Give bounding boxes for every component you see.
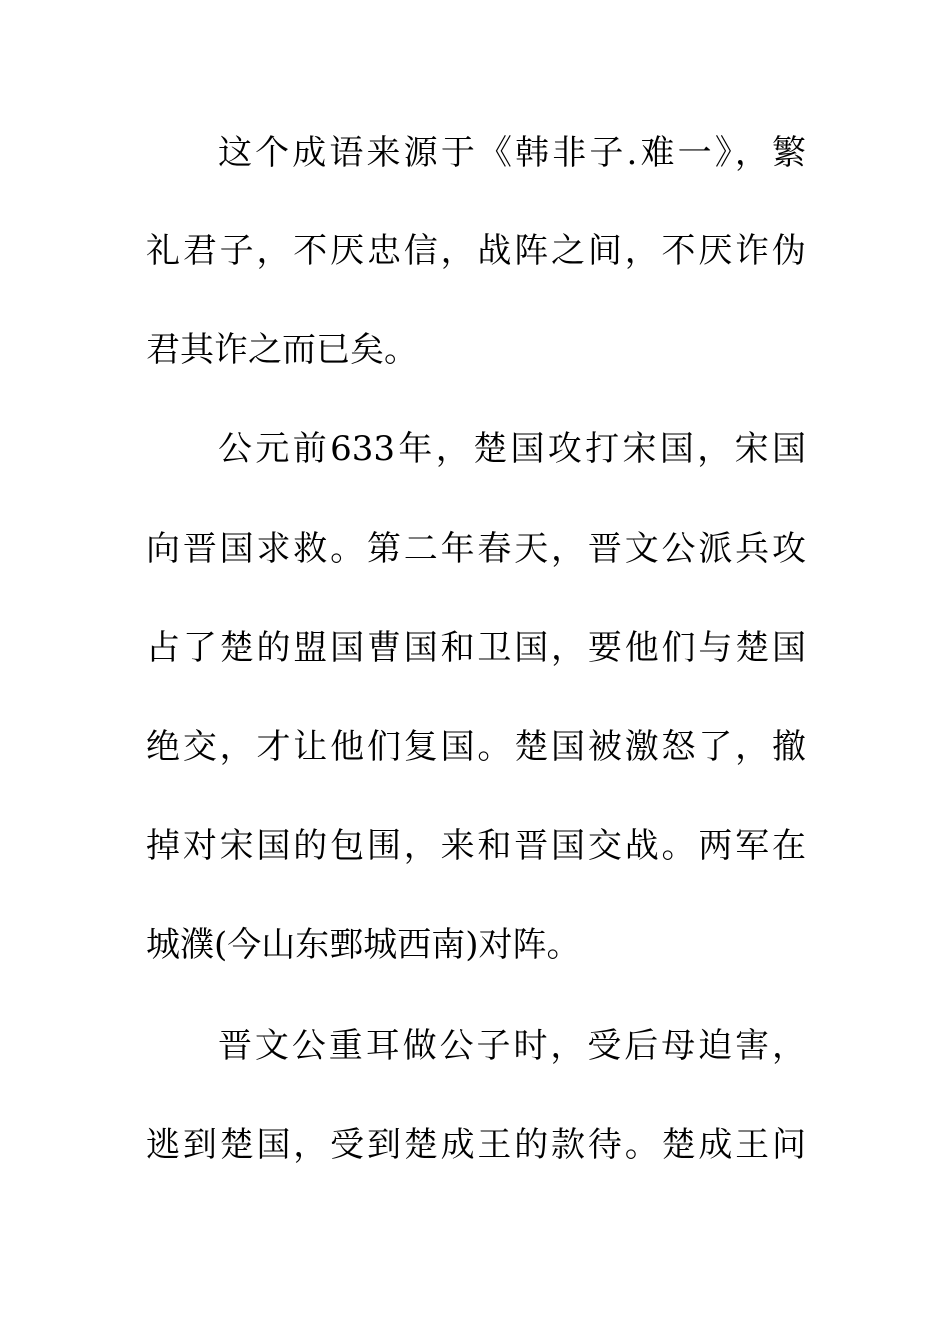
text-line: 这个成语来源于《韩非子.难一》，繁	[218, 133, 806, 173]
text-line: 晋文公重耳做公子时，受后母迫害，	[218, 1026, 806, 1066]
text-line: 城濮(今山东鄄城西南)对阵。	[146, 925, 581, 965]
text-line: 公元前633年，楚国攻打宋国，宋国	[218, 429, 806, 469]
text-line: 礼君子，不厌忠信，战阵之间，不厌诈伪	[146, 231, 806, 271]
text-line: 绝交，才让他们复国。楚国被激怒了，撤	[146, 727, 806, 767]
text-line: 逃到楚国，受到楚成王的款待。楚成王问	[146, 1125, 806, 1165]
text-line: 君其诈之而已矣。	[146, 330, 418, 370]
text-line: 占了楚的盟国曹国和卫国，要他们与楚国	[146, 628, 806, 668]
text-line: 向晋国求救。第二年春天，晋文公派兵攻	[146, 529, 806, 569]
text-line: 掉对宋国的包围，来和晋国交战。两军在	[146, 826, 806, 866]
